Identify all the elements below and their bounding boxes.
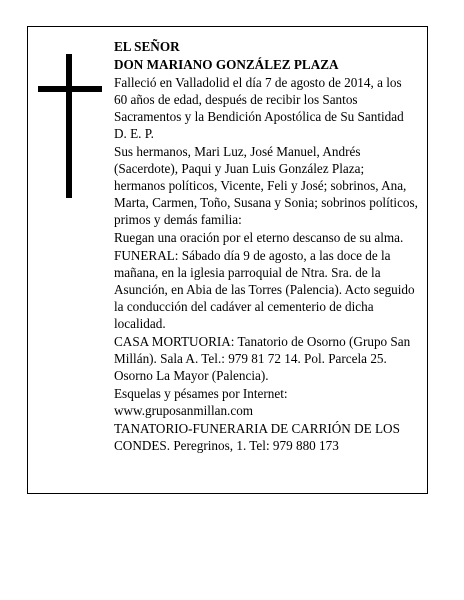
family-paragraph: Sus hermanos, Mari Luz, José Manuel, Andrés (Sacerdote), Paqui y Juan Luis González Plaza; hermanos políticos, Vicente, Feli y José; sobrinos, Ana, Marta, Carmen, Toño, Susana y Sonia; sobrinos políticos, primos y demás familia: <box>114 144 418 227</box>
death-announcement-paragraph: Falleció en Valladolid el día 7 de agosto de 2014, a los 60 años de edad, después de recibir los Santos Sacramentos y la Bendición Apostólica de Su Santidad D. E. P. <box>114 75 404 141</box>
deceased-name: DON MARIANO GONZÁLEZ PLAZA <box>114 57 339 72</box>
funeral-paragraph: FUNERAL: Sábado día 9 de agosto, a las doce de la mañana, en la iglesia parroquial de Ntra. Sra. de la Asunción, en Abia de las Torres (Palencia). Acto seguido la conducción del cadáver al cementerio de dicha localidad. <box>114 248 415 331</box>
cross-vertical-bar <box>66 54 72 198</box>
prayer-request-paragraph: Ruegan una oración por el eterno descanso de su alma. <box>114 230 404 245</box>
latin-cross-icon <box>38 54 102 198</box>
obituary-text <box>114 38 418 455</box>
title-line-1: EL SEÑOR <box>114 39 180 54</box>
online-condolences-paragraph: Esquelas y pésames por Internet: www.gruposanmillan.com <box>114 386 288 418</box>
funeral-service-contact-paragraph: TANATORIO-FUNERARIA DE CARRIÓN DE LOS CONDES. Peregrinos, 1. Tel: 979 880 173 <box>114 421 400 453</box>
funeral-home-paragraph: CASA MORTUORIA: Tanatorio de Osorno (Grupo San Millán). Sala A. Tel.: 979 81 72 14. Pol. Parcela 25. Osorno La Mayor (Palencia). <box>114 334 411 383</box>
cross-horizontal-bar <box>38 86 102 92</box>
